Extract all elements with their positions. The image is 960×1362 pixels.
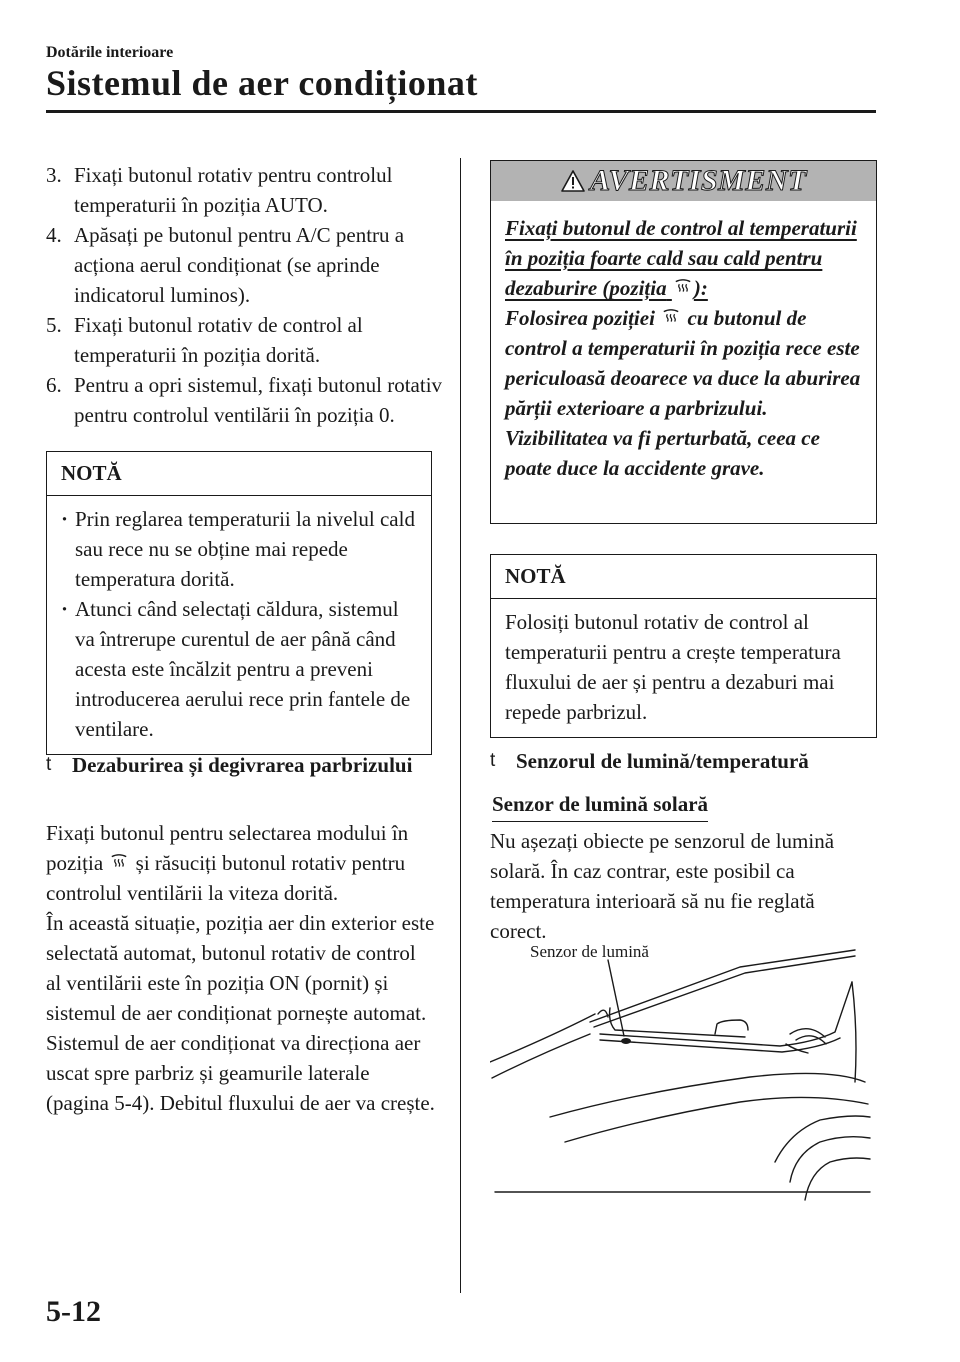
step-text: Pentru a opri sistemul, fixați butonul rotativ pentru controlul ventilării în poziția 0. [74,373,443,427]
heading-marker: t [46,754,52,775]
defrost-icon [110,853,128,871]
defrost-icon [662,308,680,326]
defrost-heading-text: Dezaburirea și degivrarea parbrizului [72,753,413,777]
page-title: Sistemul de aer condiționat [46,63,478,103]
sensor-heading [490,746,875,776]
sensor-heading-text: Senzorul de lumină/temperatură [516,749,809,773]
step-text: Fixați butonul rotativ de control al temperaturii în poziția dorită. [74,313,363,367]
column-divider [460,158,461,1293]
warning-underlined-end: ): [693,276,708,300]
defrost-text-after: și răsuciți butonul rotativ pentru controlul ventilării la viteza dorită. [46,851,406,905]
note-box [490,554,877,738]
bullet-dot: · [61,507,69,531]
step-text: Fixați butonul rotativ pentru controlul temperaturii în poziția AUTO. [74,163,393,217]
warning-box [490,160,877,524]
step-number: 6. [46,373,62,397]
note-title: NOTĂ [491,555,876,599]
step-number: 4. [46,223,62,247]
defrost-paragraph [46,818,436,1118]
warning-underlined-part: Fixați butonul de control al temperaturii în poziția foarte cald sau cald pentru dezaburire (poziția [505,216,857,300]
defrost-icon [674,278,692,296]
heading-marker: t [490,750,496,771]
note-title: NOTĂ [47,452,431,496]
page-number: 5-12 [46,1295,101,1328]
step-number: 5. [46,313,62,337]
defrost-text-before: Fixați butonul pentru selectarea modului în poziția [46,821,409,875]
list-item [61,504,417,594]
list-item [46,310,446,370]
note-box [46,451,432,755]
list-item [46,220,446,310]
warning-text-after: cu butonul de control a temperaturii în poziția rece este periculoasă deoarece va duce la aburirea părții exterioare a parbrizului. Vizibilitatea va fi perturbată, ceea ce poate duce la accidente grave. [505,306,861,480]
sensor-subheading: Senzor de lumină solară [492,789,708,822]
note-body: Folosiți butonul rotativ de control al temperaturii pentru a crește temperatura fluxului de aer și pentru a dezaburi mai repede parbrizul. [505,610,841,724]
steps-list [46,160,446,430]
warning-title: AVERTISMENT [590,164,807,197]
list-item [46,160,446,220]
bullet-dot: · [61,597,69,621]
section-label: Dotările interioare [46,44,174,61]
step-number: 3. [46,163,62,187]
windshield-illustration [490,942,875,1202]
list-item [61,594,417,744]
light-sensor [621,1038,631,1044]
warning-text-before: Folosirea poziției [505,306,655,330]
title-rule [46,110,876,113]
defrost-text-2: În această situație, poziția aer din exterior este selectată automat, butonul rotativ de control al ventilării este în poziția ON (pornit) și sistemul de aer condiționat pornește automat. Sistemul de aer condiționat va direcționa aer uscat spre parbriz și geamurile laterale (pagina 5-4). Debitul fluxului de aer va crește. [46,911,435,1115]
warning-underlined-text [505,216,857,300]
warning-icon [560,169,586,193]
sensor-paragraph: Nu așezați obiecte pe senzorul de lumină solară. În caz contrar, este posibil ca temperatura interioară să nu fie reglată corect. [490,829,835,943]
list-item [46,370,446,430]
defrost-heading [46,750,426,780]
bullet-text: Atunci când selectați căldura, sistemul va întrerupe curentul de aer până când acesta este încălzit pentru a preveni introducerea aerului rece prin fantele de ventilare. [75,597,411,741]
sensor-figure [490,942,875,1202]
warning-body [491,201,876,483]
figure-label: Senzor de lumină [530,942,649,961]
note-body [47,496,431,754]
step-text: Apăsați pe butonul pentru A/C pentru a acționa aerul condiționat (se aprinde indicatorul luminos). [74,223,405,307]
warning-header [491,161,876,201]
bullet-text: Prin reglarea temperaturii la nivelul cald sau rece nu se obține mai repede temperatura dorită. [75,507,415,591]
